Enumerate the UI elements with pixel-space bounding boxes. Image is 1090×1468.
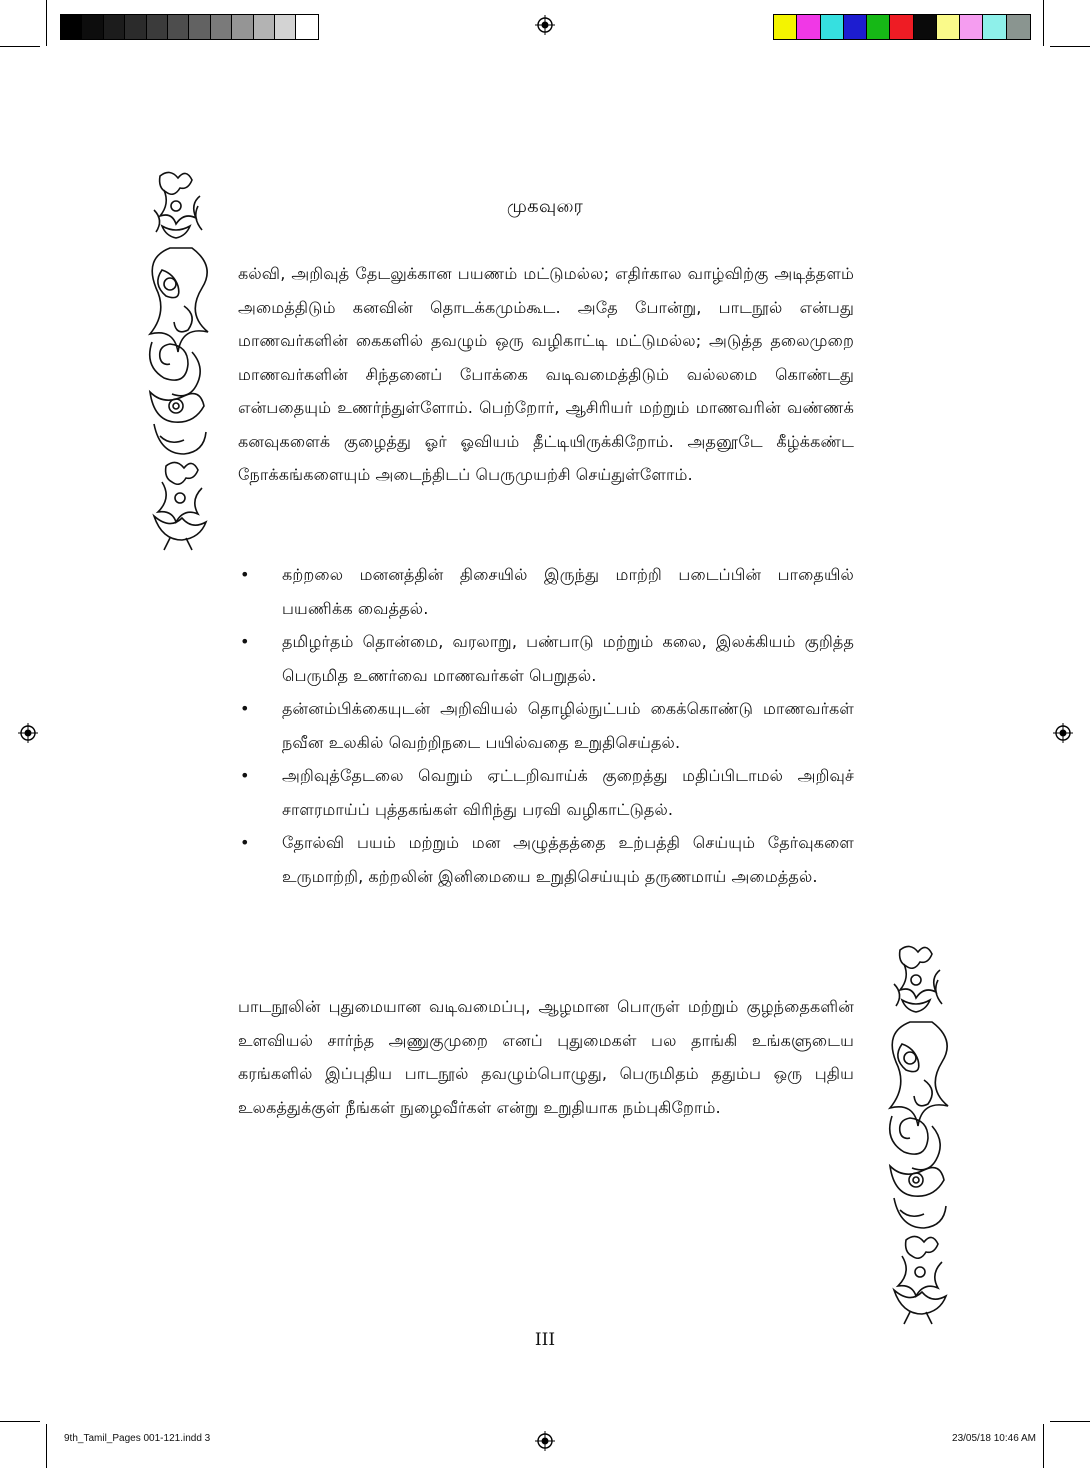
bullet-icon: • xyxy=(240,632,250,651)
registration-mark-icon xyxy=(535,15,555,35)
color-bar xyxy=(773,14,1031,40)
intro-paragraph: கல்வி, அறிவுத் தேடலுக்கான பயணம் மட்டுமல்ல; எதிர்கால வாழ்விற்கு அடித்தளம் அமைத்திடும் கனவின் தொடக்கமும்கூட. அதே போன்று, பாடநூல் என்பது மாணவர்களின் கைகளில் தவழும் ஒரு வழிகாட்டி மட்டுமல்ல; அடுத்த தலைமுறை மாணவர்களின் சிந்தனைப் போக்கை வடிவமைத்திடும் வல்லமை கொண்டது என்பதையும் உணர்ந்துள்ளோம். பெற்றோர், ஆசிரியர் மற்றும் மாணவரின் வண்ணக் கனவுகளைக் குழைத்து ஓர் ஓவியம் தீட்டியிருக்கிறோம். அதனூடே கீழ்க்கண்ட நோக்கங்களையும் அடைந்திடப் பெருமுயற்சி செய்துள்ளோம். xyxy=(238,264,854,484)
bullet-icon: • xyxy=(240,766,250,785)
timestamp-slug: 23/05/18 10:46 AM xyxy=(952,1433,1036,1444)
color-swatch xyxy=(296,15,317,39)
right-ornament-icon xyxy=(880,940,952,1328)
color-swatch xyxy=(275,15,296,39)
color-swatch xyxy=(189,15,210,39)
left-ornament-icon xyxy=(140,166,212,554)
grayscale-bar xyxy=(60,14,319,40)
list-item xyxy=(238,759,854,826)
color-swatch xyxy=(61,15,82,39)
color-swatch xyxy=(983,15,1006,39)
color-swatch xyxy=(82,15,103,39)
color-swatch xyxy=(104,15,125,39)
color-swatch xyxy=(914,15,937,39)
list-item-text: கற்றலை மனனத்தின் திசையில் இருந்து மாற்றி படைப்பின் பாதையில் பயணிக்க வைத்தல். xyxy=(282,565,854,618)
color-swatch xyxy=(125,15,146,39)
registration-mark-icon xyxy=(1053,723,1073,743)
registration-mark-icon xyxy=(535,1431,555,1451)
page-number: III xyxy=(534,1330,556,1350)
color-swatch xyxy=(867,15,890,39)
list-item-text: அறிவுத்தேடலை வெறும் ஏட்டறிவாய்க் குறைத்து மதிப்பிடாமல் அறிவுச் சாளரமாய்ப் புத்தகங்கள் விரிந்து பரவி வழிகாட்டுதல். xyxy=(282,766,854,819)
list-item xyxy=(238,692,854,759)
objectives-list xyxy=(238,558,854,893)
closing-paragraph: பாடநூலின் புதுமையான வடிவமைப்பு, ஆழமான பொருள் மற்றும் குழந்தைகளின் உளவியல் சார்ந்த அணுகுமுறை எனப் புதுமைகள் பல தாங்கி உங்களுடைய கரங்களில் இப்புதிய பாடநூல் தவழும்பொழுது, பெருமிதம் ததும்ப ஒரு புதிய உலகத்துக்குள் நீங்கள் நுழைவீர்கள் என்று உறுதியாக நம்புகிறோம். xyxy=(238,997,854,1117)
color-swatch xyxy=(821,15,844,39)
color-swatch xyxy=(211,15,232,39)
file-name-slug: 9th_Tamil_Pages 001-121.indd 3 xyxy=(64,1433,211,1444)
bullet-icon: • xyxy=(240,565,250,584)
color-swatch xyxy=(937,15,960,39)
registration-mark-icon xyxy=(18,723,38,743)
color-swatch xyxy=(147,15,168,39)
color-swatch xyxy=(168,15,189,39)
list-item xyxy=(238,826,854,893)
color-swatch xyxy=(254,15,275,39)
bullet-icon: • xyxy=(240,699,250,718)
color-swatch xyxy=(232,15,253,39)
color-swatch xyxy=(797,15,820,39)
color-swatch xyxy=(844,15,867,39)
color-swatch xyxy=(774,15,797,39)
bullet-icon: • xyxy=(240,833,250,852)
color-swatch xyxy=(1007,15,1030,39)
list-item-text: தமிழர்தம் தொன்மை, வரலாறு, பண்பாடு மற்றும் கலை, இலக்கியம் குறித்த பெருமித உணர்வை மாணவர்கள் பெறுதல். xyxy=(282,632,854,685)
list-item xyxy=(238,625,854,692)
color-swatch xyxy=(960,15,983,39)
list-item-text: தன்னம்பிக்கையுடன் அறிவியல் தொழில்நுட்பம் கைக்கொண்டு மாணவர்கள் நவீன உலகில் வெற்றிநடை பயில்வதை உறுதிசெய்தல். xyxy=(282,699,854,752)
color-swatch xyxy=(890,15,913,39)
list-item-text: தோல்வி பயம் மற்றும் மன அழுத்தத்தை உற்பத்தி செய்யும் தேர்வுகளை உருமாற்றி, கற்றலின் இனிமையை உறுதிசெய்யும் தருணமாய் அமைத்தல். xyxy=(282,833,854,886)
page-title: முகவுரை xyxy=(506,196,584,217)
list-item xyxy=(238,558,854,625)
